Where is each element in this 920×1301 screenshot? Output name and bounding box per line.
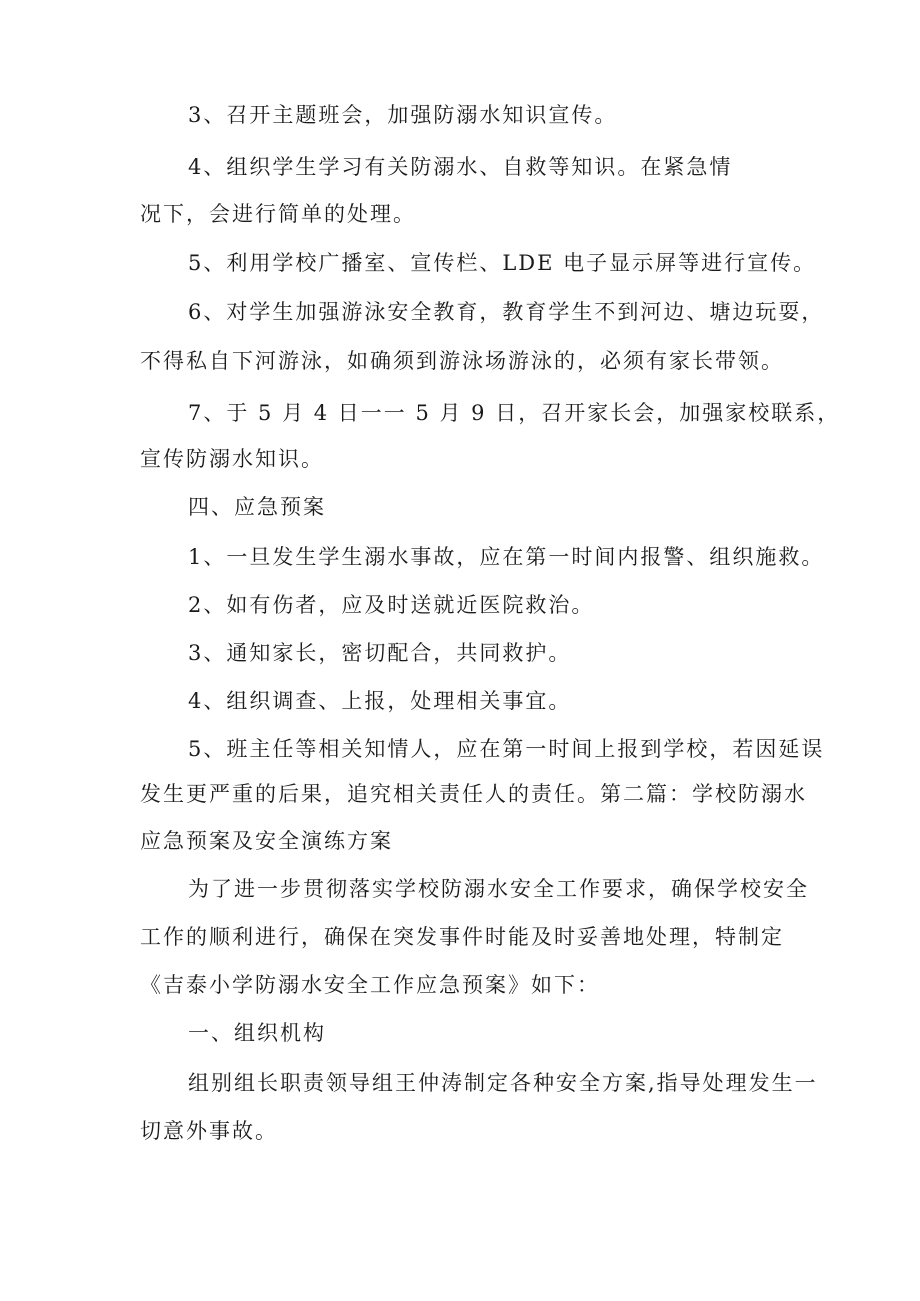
paragraph-line: 5、利用学校广播室、宣传栏、LDE 电子显示屏等进行宣传。: [188, 251, 817, 275]
paragraph-line: 6、对学生加强游泳安全教育，教育学生不到河边、塘边玩耍，: [188, 300, 825, 324]
paragraph-line: 况下，会进行简单的处理。: [140, 202, 416, 226]
paragraph-line: 组别组长职责领导组王仲涛制定各种安全方案,指导处理发生一: [188, 1071, 818, 1095]
paragraph-line: 不得私自下河游泳，如确须到游泳场游泳的，必须有家长带领。: [140, 349, 784, 373]
paragraph-line: 为了进一步贯彻落实学校防溺水安全工作要求，确保学校安全: [188, 877, 809, 901]
paragraph-line: 7、于 5 月 4 日一一 5 月 9 日，召开家长会，加强家校联系，: [188, 401, 841, 425]
paragraph-line: 3、召开主题班会，加强防溺水知识宣传。: [188, 103, 618, 127]
paragraph-line: 切意外事故。: [140, 1119, 278, 1143]
paragraph-line: 4、组织学生学习有关防溺水、自救等知识。在紧急情: [188, 155, 733, 179]
paragraph-line: 应急预案及安全演练方案: [140, 829, 393, 853]
paragraph-line: 4、组织调查、上报，处理相关事宜。: [188, 689, 572, 713]
paragraph-line: 5、班主任等相关知情人，应在第一时间上报到学校，若因延误: [188, 737, 825, 761]
paragraph-line: 3、通知家长，密切配合，共同救护。: [188, 641, 572, 665]
paragraph-line: 宣传防溺水知识。: [140, 447, 324, 471]
paragraph-line: 2、如有伤者，应及时送就近医院救治。: [188, 593, 595, 617]
paragraph-line: 1、一旦发生学生溺水事故，应在第一时间内报警、组织施救。: [188, 545, 825, 569]
paragraph-line: 《吉泰小学防溺水安全工作应急预案》如下：: [140, 973, 600, 997]
paragraph-line: 工作的顺利进行，确保在突发事件时能及时妥善地处理，特制定: [140, 925, 784, 949]
paragraph-line: 发生更严重的后果，追究相关责任人的责任。第二篇：学校防溺水: [140, 782, 807, 806]
section-heading: 一、组织机构: [188, 1021, 326, 1045]
section-heading: 四、应急预案: [188, 495, 326, 519]
